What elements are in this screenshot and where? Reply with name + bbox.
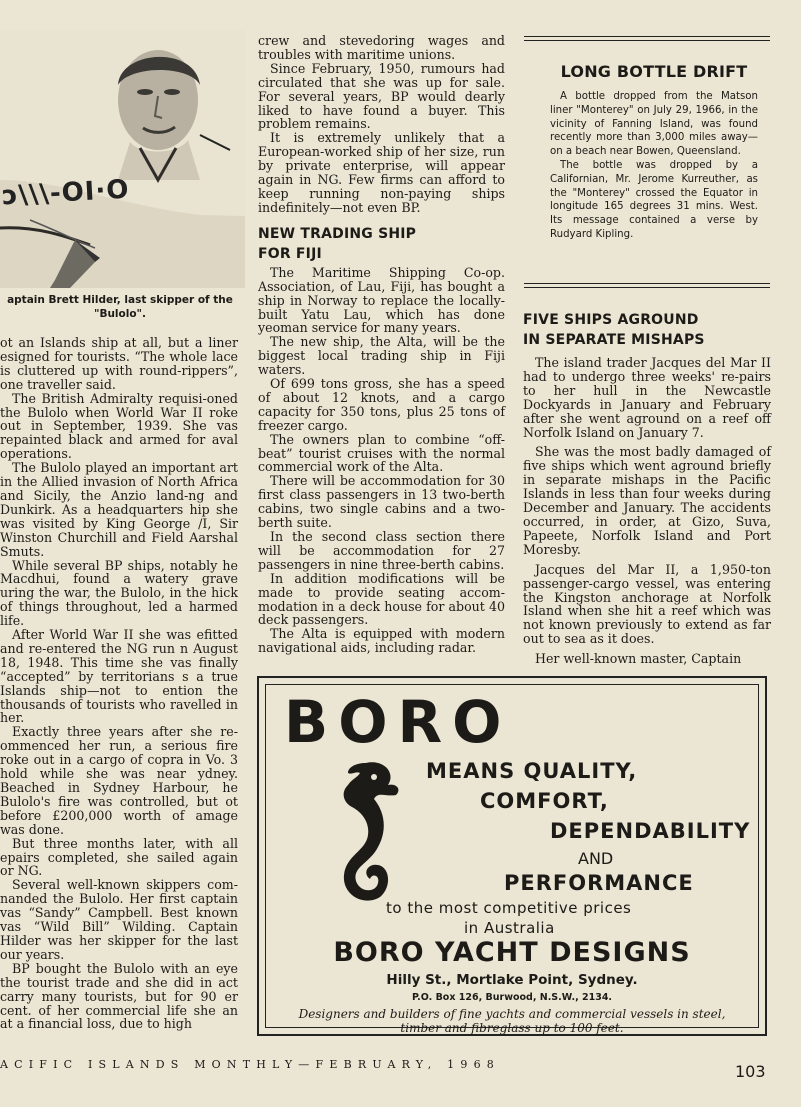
col3-para-4: Her well-known master, Captain [535, 651, 742, 667]
box-top-rule [524, 36, 770, 37]
ad-inner-border [265, 684, 759, 1035]
captain-photo [0, 30, 245, 288]
mishaps-heading-line-2: IN SEPARATE MISHAPS [523, 332, 705, 348]
ad-line-7: in Australia [464, 919, 555, 937]
col1-para-2: The British Admiralty requisi-oned the Bulolo when World War II roke out in September, 1939. She vas repainted black and armed for aval operations. [0, 390, 238, 462]
col1-para-7: But three months later, with all epairs completed, she sailed again or NG. [0, 835, 238, 879]
box-bottom-rule-2 [524, 287, 770, 288]
col2-para-4: The owners plan to combine “off-beat” tourist cruises with the normal commercial work of the Alta. [258, 431, 505, 475]
seahorse-logo-icon [326, 755, 406, 905]
col2-para-7: In addition modifications will be made to provide seating accom-modation in a deck house for about 40 deck passengers. [258, 570, 505, 628]
col1-para-1: ot an Islands ship at all, but a liner esigned for tourists. “The whole lace is cluttered up with round-rippers”, one traveller said. [0, 335, 238, 392]
ad-line-1: MEANS QUALITY, [426, 759, 638, 783]
col2-para-8: The Alta is equipped with modern navigational aids, including radar. [258, 626, 505, 656]
mishaps-heading [523, 310, 771, 350]
col1-para-9: BP bought the Bulolo with an eye the tourist trade and she did in act carry many tourists, but for 90 er cent. of her commercial life she an at a financial loss, due to high [0, 960, 238, 1032]
ad-address: Hilly St., Mortlake Point, Sydney. [386, 972, 638, 988]
boro-advertisement [257, 676, 767, 1036]
col3-para-2: She was the most badly damaged of five ships which went aground briefly in separate mishaps in the Pacific Islands in less than four weeks during December and January. The accidents occurred, in order, at Gizo, Suva, Papeete, Norfolk Island and Port Moresby. [523, 444, 771, 557]
fiji-heading [258, 224, 505, 264]
col2-para-5: There will be accommodation for 30 first class passengers in 13 two-berth cabins, two single cabins and a two-berth suite. [258, 473, 505, 531]
col2-top-para-3: It is extremely unlikely that a European-worked ship of her size, run by private enterprise, will appear again in NG. Few firms can afford to keep running non-paying ships indefinitely—not even BP. [258, 130, 505, 215]
column-2 [258, 34, 505, 655]
col1-para-4: While several BP ships, notably he Macdhui, found a watery grave uring the war, the Bulolo, in the hick of things throughout, led a harmed life. [0, 557, 238, 629]
fiji-heading-line-1: NEW TRADING SHIP [258, 225, 417, 242]
col2-para-6: In the second class section there will be accommodation for 27 passengers in nine three-berth cabins. [258, 529, 505, 572]
column-3 [523, 310, 771, 666]
bottle-drift-para-1: A bottle dropped from the Matson liner "Monterey" on July 29, 1966, in the vicinity of Fanning Island, was found recently more than 3,000 miles away—on a beach near Bowen, Queensland. [550, 91, 758, 158]
photo-caption-text: aptain Brett Hilder, last skipper of the "Bulolo". [7, 294, 233, 320]
col1-para-6: Exactly three years after she re-ommenced her run, a serious fire roke out in a cargo of copra in Vo. 3 hold while she was near ydney. Beached in Sydney Harbour, he Bulolo's fire was controlled, but ot before £200,000 worth of amage was done. [0, 724, 238, 837]
ad-line-5: PERFORMANCE [504, 871, 694, 895]
ad-brand: BORO [284, 688, 512, 756]
bottle-drift-box [550, 62, 758, 242]
ad-line-2: COMFORT, [480, 789, 609, 813]
col1-para-8: Several well-known skippers com-nanded the Bulolo. Her first captain vas “Sandy” Campbell. Best known vas “Wild Bill” Wilding. Captain Hilder was her skipper for the last our years. [0, 877, 238, 962]
page-footer: ACIFIC ISLANDS MONTHLY—FEBRUARY, 1968 [0, 1058, 500, 1071]
ad-tagline-1: Designers and builders of fine yachts and commercial vessels in steel, [298, 1007, 726, 1021]
ad-line-4: AND [578, 849, 614, 868]
col2-para-3: Of 699 tons gross, she has a speed of about 12 knots, and a cargo capacity for 350 tons, plus 25 tons of freezer cargo. [258, 376, 505, 433]
ad-line-3: DEPENDABILITY [550, 819, 751, 843]
box-bottom-rule [524, 283, 770, 284]
ad-line-6: to the most competitive prices [386, 899, 632, 917]
column-1 [0, 336, 238, 1031]
bottle-drift-heading: LONG BOTTLE DRIFT [560, 62, 748, 81]
photo-illustration [0, 30, 245, 288]
col1-para-5: After World War II she was efitted and re-entered the NG run n August 18, 1948. This time she vas finally “accepted” by territorians s a true Islands ship—not to ention the thousands of tourists who ravelled in her. [0, 627, 238, 726]
fiji-heading-line-2: FOR FIJI [258, 245, 322, 262]
box-top-rule-2 [524, 40, 770, 41]
page-number: 103 [735, 1062, 766, 1081]
bottle-drift-para-2: The bottle was dropped by a Californian, Mr. Jerome Kurreuther, as the "Monterey" crossed the Equator in longitude 165 degrees 31 mins. West. Its message contained a verse by Rudyard Kipling. [550, 159, 758, 240]
mishaps-heading-line-1: FIVE SHIPS AGROUND [523, 312, 699, 328]
col3-para-3: Jacques del Mar II, a 1,950-ton passenger-cargo vessel, was entering the Kingston anchorage at Norfolk Island when she hit a reef which was not known previously to extend as far out to sea as it does. [523, 561, 771, 647]
col1-para-3: The Bulolo played an important art in the Allied invasion of North Africa and Sicily, the Anzio land-ng and Dunkirk. As a headquarters hip she was visited by King George /I, Sir Winston Churchill and Field Aarshal Smuts. [0, 460, 238, 559]
col2-para-2: The new ship, the Alta, will be the biggest local trading ship in Fiji waters. [258, 334, 505, 378]
ad-company: BORO YACHT DESIGNS [333, 937, 691, 968]
col2-top-para-1: crew and stevedoring wages and troubles with maritime unions. [258, 33, 505, 62]
ad-tagline-2: timber and fibreglass up to 100 feet. [400, 1021, 624, 1035]
col2-top-para-2: Since February, 1950, rumours had circulated that she was up for sale. For several years, BP would dearly liked to have found a buyer. This problem remains. [258, 60, 505, 132]
col3-para-1: The island trader Jacques del Mar II had to undergo three weeks' re-pairs to her hull in the Newcastle Dockyards in January and February after she went aground on a reef off Norfolk Island on January 7. [523, 355, 771, 440]
hull-lettering: ɔ\\\-OI·O [1, 174, 131, 212]
col2-para-1: The Maritime Shipping Co-op. Association, of Lau, Fiji, has bought a ship in Norway to replace the locally-built Yatu Lau, which has done yeoman service for many years. [258, 264, 505, 336]
ad-pobox: P.O. Box 126, Burwood, N.S.W., 2134. [411, 992, 613, 1003]
